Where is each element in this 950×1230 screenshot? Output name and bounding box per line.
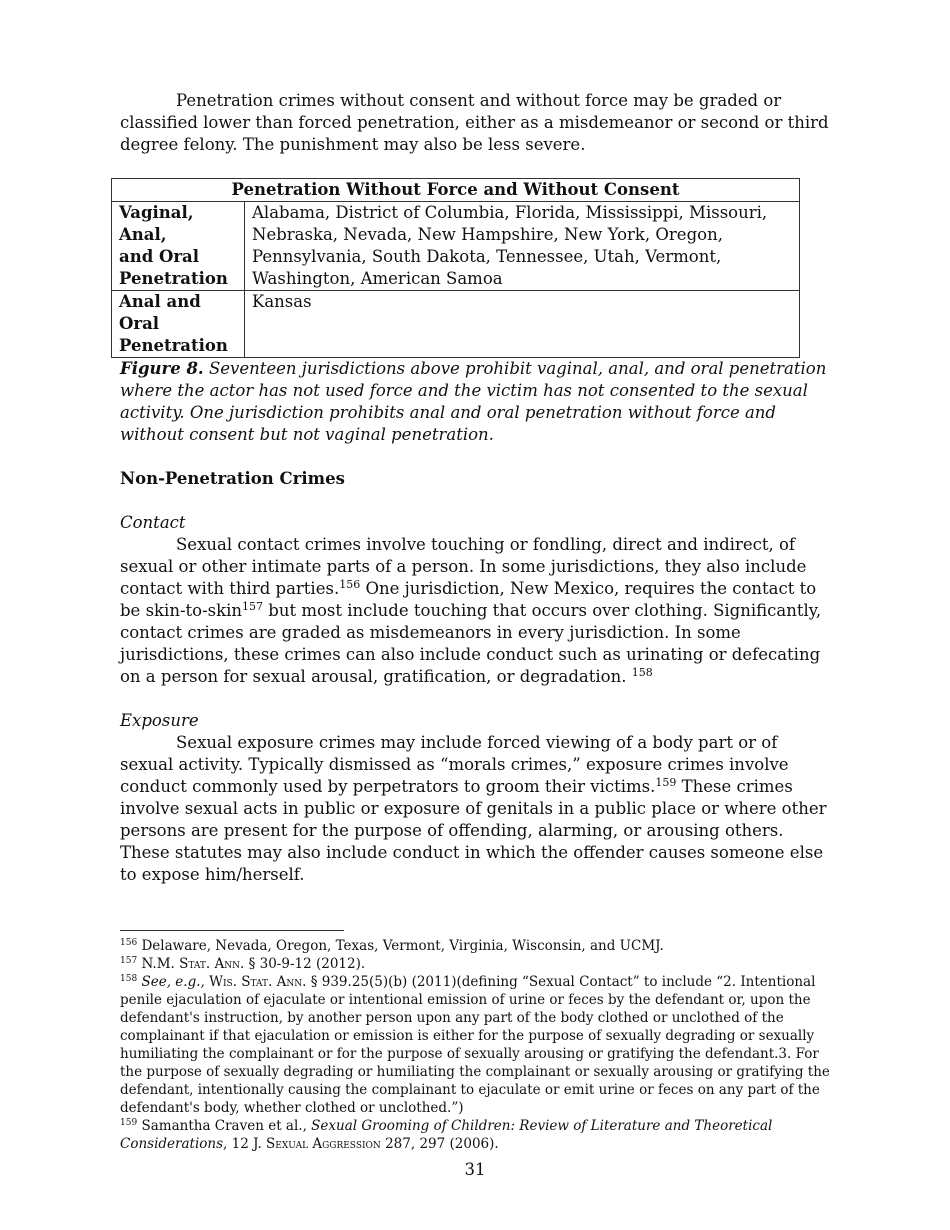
exposure-paragraph: Sexual exposure crimes may include forced viewing of a body part or of sexual activity. Typically dismissed as “morals crimes,” exposure crimes involve conduct commonly used by perpetrators to groom their victims.$^{159}$ These crimes involve sexual acts in public or exposure of genitals in a public place or where other persons are present for the purpose of offending, alarming, or arousing others. These statutes may also include conduct in which the offender causes someone else to expose him/herself. [120,733,827,884]
footnote-157: $^{157}$ N.M. Stat. Ann. § 30-9-12 (2012). [120,956,366,972]
table-row [112,202,800,291]
row-label: Anal and Oral Penetration [112,291,245,358]
caption-text: Seventeen jurisdictions above prohibit vaginal, anal, and oral penetration where the actor has not used force and the victim has not consented to the sexual activity. One jurisdiction prohibits anal and oral penetration without force and without consent but not vaginal penetration. [120,359,827,444]
table-row [112,291,800,358]
footnote-156: $^{156}$ Delaware, Nevada, Oregon, Texas, Vermont, Virginia, Wisconsin, and UCMJ. [120,938,664,954]
document-page [120,90,832,1153]
row-jurisdictions: Kansas [245,291,800,358]
footnote-ref[interactable]: 157 [242,600,264,613]
footnote-divider [120,930,344,931]
contact-paragraph: Sexual contact crimes involve touching or fondling, direct and indirect, of sexual or other intimate parts of a person. In some jurisdictions, they also include contact with third parties.$^{156}$ One jurisdiction, New Mexico, requires the contact to be skin-to-skin$^{157}$ but most include touching that occurs over clothing. Significantly, contact crimes are graded as misdemeanors in every jurisdiction. In some jurisdictions, these crimes can also include conduct such as urinating or defecating on a person for sexual arousal, gratification, or degradation. $^{158}$ [120,535,822,686]
footnotes [120,937,832,1153]
footnote-ref[interactable]: 159 [655,776,677,789]
exposure-heading: Exposure [120,711,199,730]
table-title: Penetration Without Force and Without Consent [112,179,800,202]
contact-section [120,512,832,688]
figure-caption [120,358,832,446]
footnote-159: $^{159}$ Samantha Craven et al., Sexual Grooming of Children: Review of Literature and Theoretical Considerations, 12 J. Sexual Aggression 287, 297 (2006). [120,1118,773,1152]
caption-label: Figure 8. [120,359,204,378]
footnote-ref[interactable]: 158 [631,666,653,679]
footnote-ref[interactable]: 156 [339,578,361,591]
intro-paragraph: Penetration crimes without consent and without force may be graded or classified lower than forced penetration, either as a misdemeanor or second or third degree felony. The punishment may also be less severe. [120,91,829,154]
contact-heading: Contact [120,513,186,532]
exposure-section [120,710,832,886]
figure-8-table [111,178,800,358]
page-number: 31 [464,1160,486,1179]
row-label: Vaginal, Anal, and Oral Penetration [112,202,245,291]
section-heading: Non-Penetration Crimes [120,469,345,488]
row-jurisdictions: Alabama, District of Columbia, Florida, Mississippi, Missouri, Nebraska, Nevada, New Hampshire, New York, Oregon, Pennsylvania, South Dakota, Tennessee, Utah, Vermont, Washington, American Samoa [245,202,800,291]
footnote-158: $^{158}$ See, e.g., Wis. Stat. Ann. § 939.25(5)(b) (2011)(defining “Sexual Contact” to include “2. Intentional penile ejaculation of ejaculate or intentional emission of urine or feces by the defendant or, upon the defendant's instruction, by another person upon any part of the body clothed or unclothed of the complainant if that ejaculation or emission is either for the purpose of sexually degrading or sexually humiliating the complainant or for the purpose of sexually arousing or gratifying the defendant.3. For the purpose of sexually degrading or humiliating the complainant or sexually arousing or gratifying the defendant, intentionally causing the complainant to ejaculate or emit urine or feces on any part of the defendant's body, whether clothed or unclothed.”) [120,974,830,1116]
